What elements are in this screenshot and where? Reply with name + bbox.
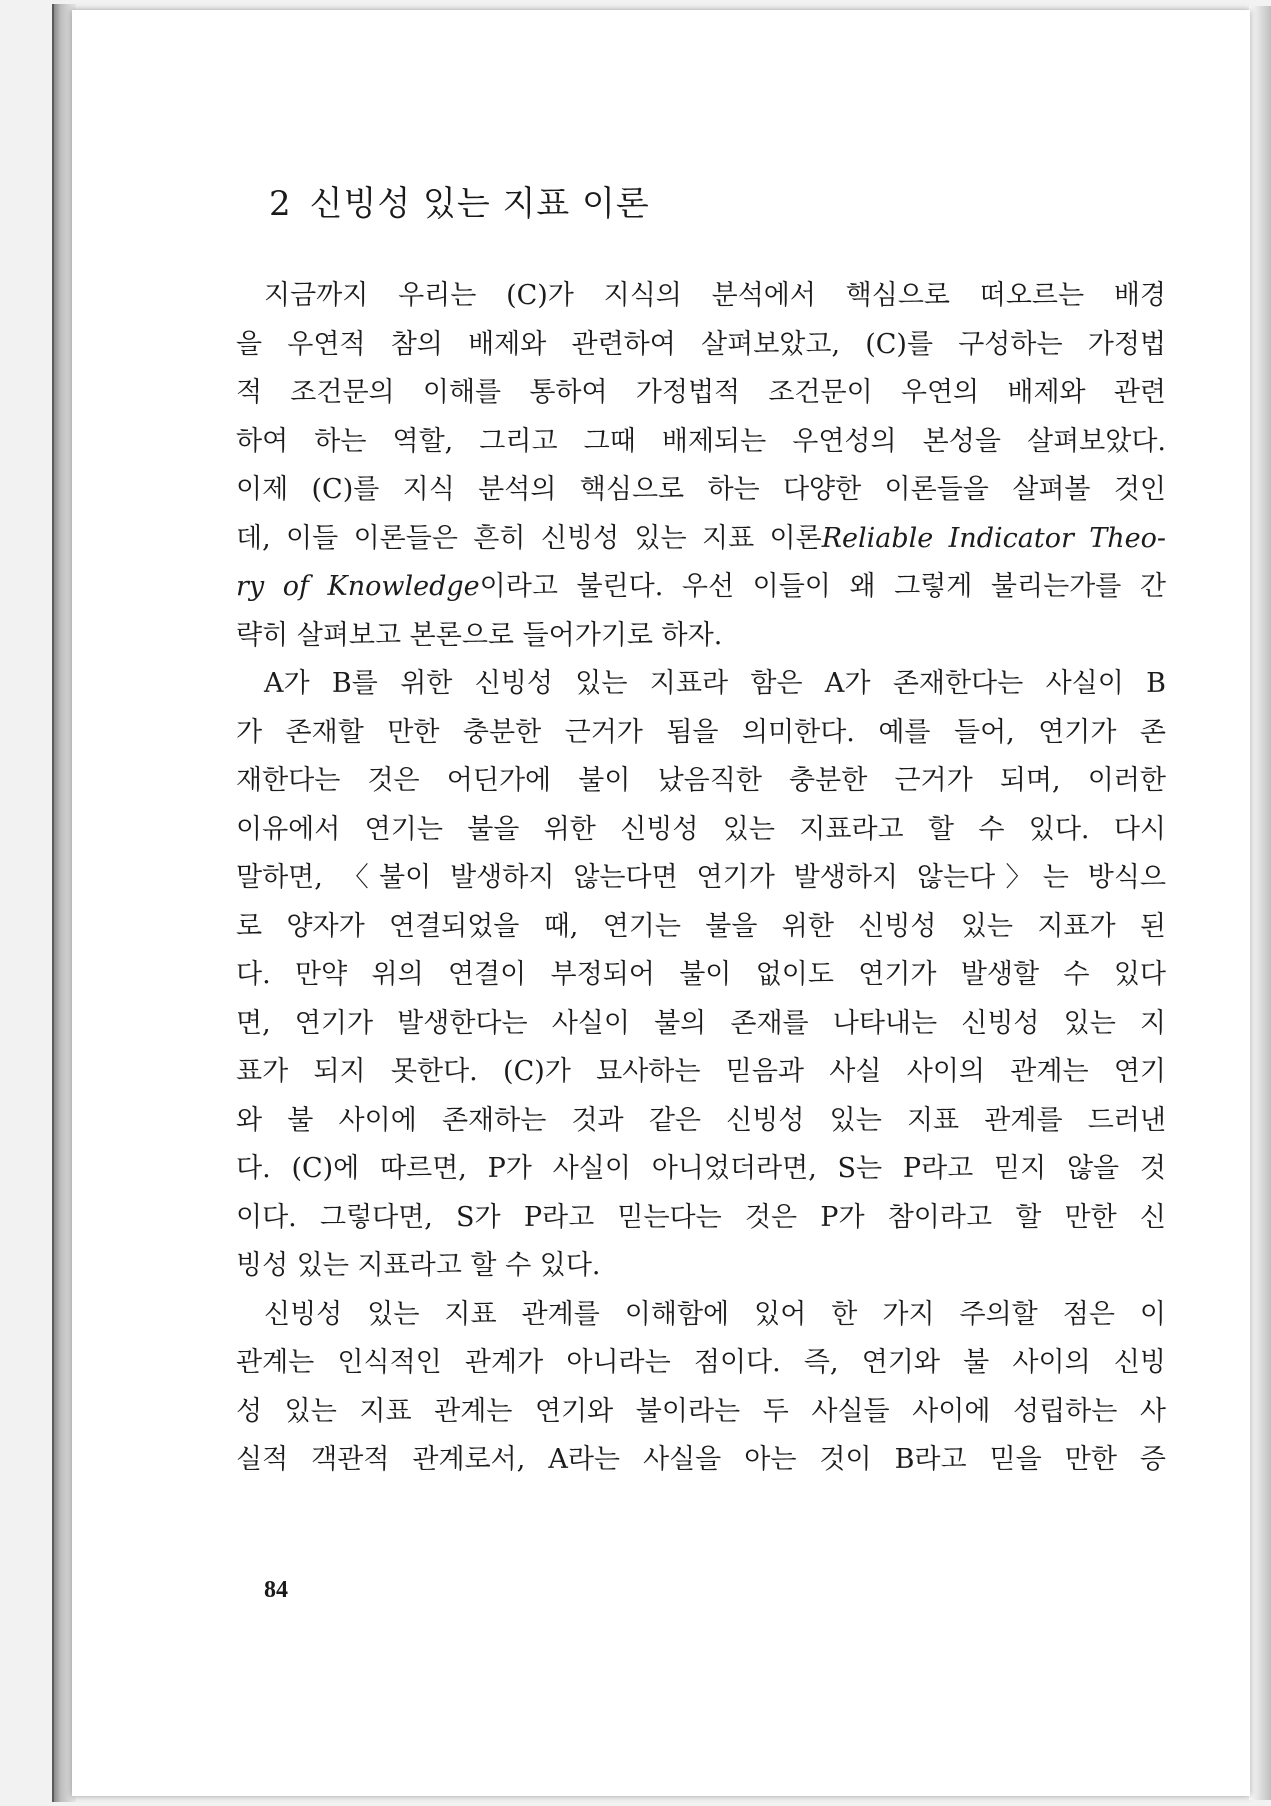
section-title: 신빙성 있는 지표 이론 — [309, 184, 650, 224]
text-line: 와 불 사이에 존재하는 것과 같은 신빙성 있는 지표 관계를 드러낸 — [236, 1104, 1166, 1136]
text-line: 면, 연기가 발생한다는 사실이 불의 존재를 나타내는 신빙성 있는 지 — [236, 1007, 1166, 1039]
text-line: 이다. 그렇다면, S가 P라고 믿는다는 것은 P가 참이라고 할 만한 신 — [236, 1201, 1166, 1233]
text-line: 하여 하는 역할, 그리고 그때 배제되는 우연성의 본성을 살펴보았다. — [236, 425, 1166, 457]
text-run: 이라고 불린다. 우선 이들이 왜 그렇게 불리는가를 간 — [479, 571, 1166, 602]
text-line: 신빙성 있는 지표 관계를 이해함에 있어 한 가지 주의할 점은 이 — [264, 1298, 1166, 1330]
text-line: 로 양자가 연결되었을 때, 연기는 불을 위한 신빙성 있는 지표가 된 — [236, 910, 1166, 942]
text-line — [236, 563, 1166, 612]
text-line: 재한다는 것은 어딘가에 불이 났음직한 충분한 근거가 되며, 이러한 — [236, 765, 1166, 796]
text-line: 이제 (C)를 지식 분석의 핵심으로 하는 다양한 이론들을 살펴볼 것인 — [236, 474, 1166, 505]
text-line — [236, 515, 1166, 564]
text-line: 성 있는 지표 관계는 연기와 불이라는 두 사실들 사이에 성립하는 사 — [236, 1395, 1166, 1427]
english-term: ry of Knowledge — [236, 571, 480, 602]
text-line: 을 우연적 참의 배제와 관련하여 살펴보았고, (C)를 구성하는 가정법 — [236, 328, 1166, 360]
section-number: 2 — [269, 184, 292, 224]
text-line: 관계는 인식적인 관계가 아니라는 점이다. 즉, 연기와 불 사이의 신빙 — [236, 1347, 1166, 1378]
text-line: 다. (C)에 따르면, P가 사실이 아니었더라면, S는 P라고 믿지 않을 것 — [236, 1153, 1166, 1184]
text-line: 실적 객관적 관계로서, A라는 사실을 아는 것이 B라고 믿을 만한 증 — [236, 1444, 1166, 1475]
text-line: 적 조건문의 이해를 통하여 가정법적 조건문이 우연의 배제와 관련 — [236, 377, 1166, 408]
page-stack-right-edge — [1249, 6, 1271, 1800]
text-line: 말하면, 〈불이 발생하지 않는다면 연기가 발생하지 않는다〉는 방식으 — [236, 862, 1166, 893]
page-number: 84 — [264, 1577, 288, 1603]
text-line: 표가 되지 못한다. (C)가 묘사하는 믿음과 사실 사이의 관계는 연기 — [236, 1056, 1166, 1087]
text-run: 데, 이들 이론들은 흔히 신빙성 있는 지표 이론 — [236, 522, 822, 554]
text-line: A가 B를 위한 신빙성 있는 지표라 함은 A가 존재한다는 사실이 B — [264, 668, 1166, 699]
text-line: 이유에서 연기는 불을 위한 신빙성 있는 지표라고 할 수 있다. 다시 — [236, 813, 1166, 845]
text-line: 다. 만약 위의 연결이 부정되어 불이 없이도 연기가 발생할 수 있다 — [236, 959, 1166, 990]
section-heading — [269, 176, 650, 225]
text-line: 빙성 있는 지표라고 할 수 있다. — [236, 1250, 601, 1281]
book-page — [72, 10, 1250, 1796]
text-line: 지금까지 우리는 (C)가 지식의 분석에서 핵심으로 떠오르는 배경 — [264, 280, 1166, 311]
body-text — [236, 272, 1166, 1485]
text-line: 략히 살펴보고 본론으로 들어가기로 하자. — [236, 619, 723, 651]
english-term: Reliable Indicator Theo- — [821, 522, 1166, 554]
text-line: 가 존재할 만한 충분한 근거가 됨을 의미한다. 예를 들어, 연기가 존 — [236, 716, 1166, 748]
